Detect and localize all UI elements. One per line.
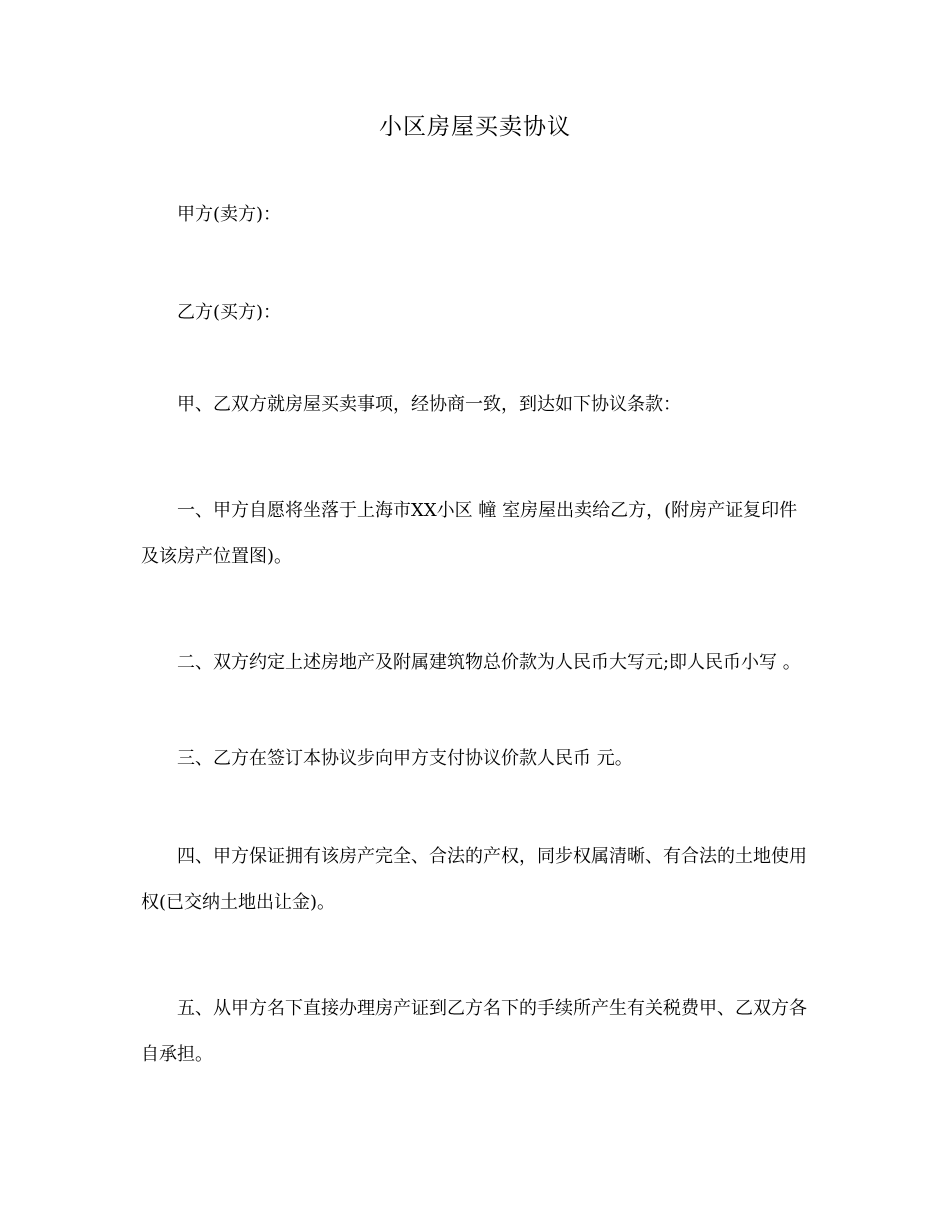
- clause-2: 二、双方约定上述房地产及附属建筑物总价款为人民币大写元;即人民币小写 。: [177, 652, 801, 673]
- party-a-line: 甲方(卖方)：: [177, 204, 282, 225]
- clause-5: 五、从甲方名下直接办理房产证到乙方名下的手续所产生有关税费甲、乙双方各自承担。: [141, 998, 807, 1065]
- document-title: 小区房屋买卖协议: [379, 114, 571, 140]
- clause-3: 三、乙方在签订本协议步向甲方支付协议价款人民币 元。: [177, 748, 633, 769]
- clause-1: 一、甲方自愿将坐落于上海市XX小区 幢 室房屋出卖给乙方，(附房产证复印件及该房产位置图)。: [141, 500, 798, 567]
- clause-4: 四、甲方保证拥有该房产完全、合法的产权，同步权属清晰、有合法的土地使用权(已交纳土地出让金)。: [141, 846, 807, 913]
- party-b-line: 乙方(买方)：: [177, 302, 282, 323]
- agreement-intro: 甲、乙双方就房屋买卖事项，经协商一致，到达如下协议条款：: [177, 394, 681, 415]
